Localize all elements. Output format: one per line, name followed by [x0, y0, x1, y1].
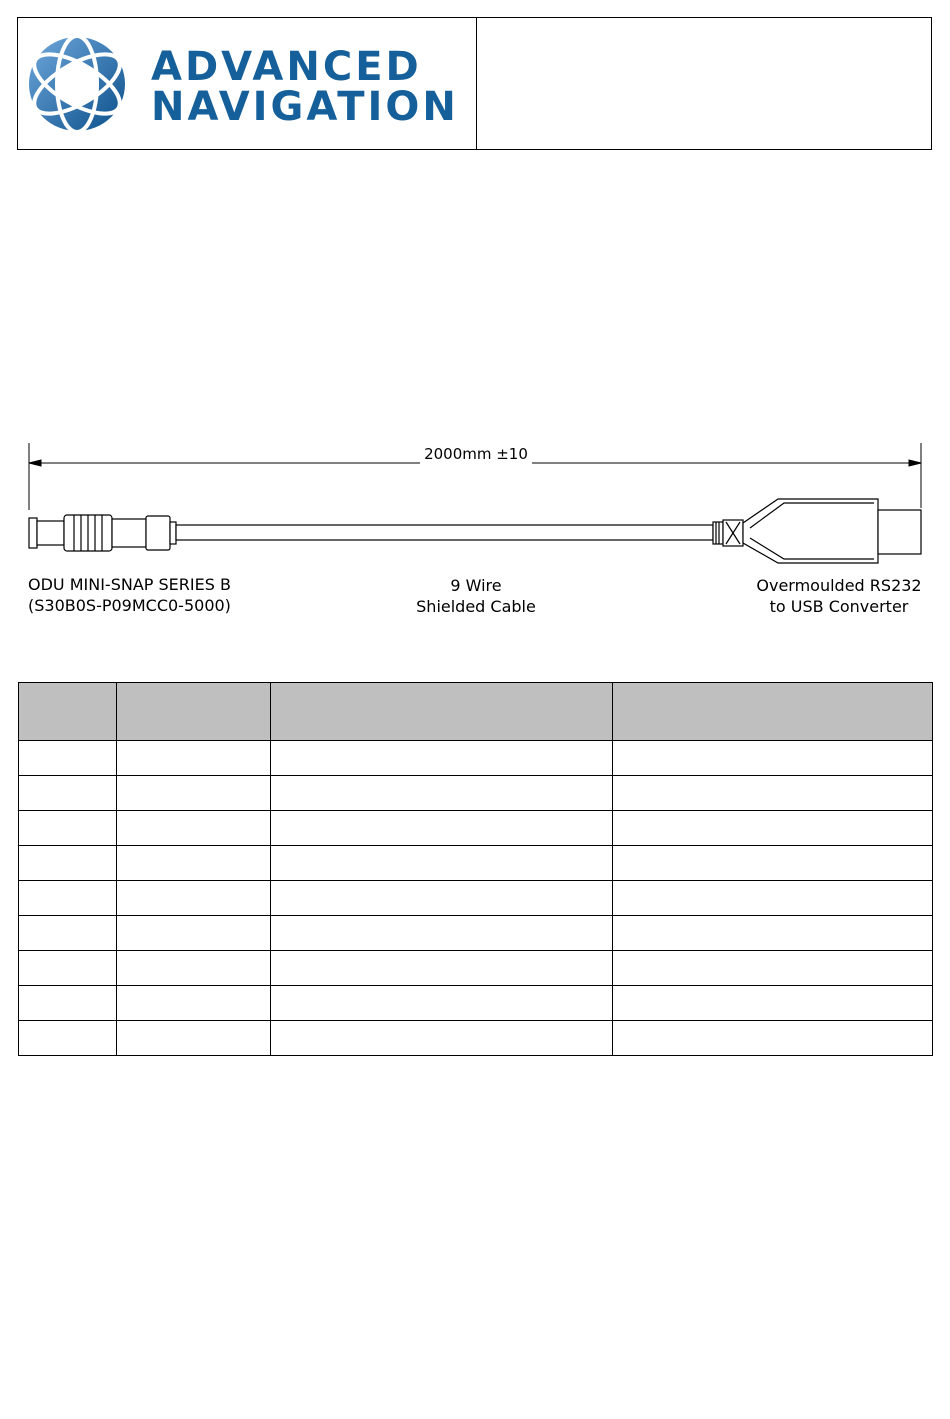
table-header-cell [116, 683, 270, 741]
table-cell [116, 881, 270, 916]
table-row [19, 986, 933, 1021]
logo-cell [18, 18, 477, 149]
table-cell [613, 986, 933, 1021]
table-cell [613, 846, 933, 881]
advanced-navigation-globe-logo-icon [22, 32, 132, 137]
table-cell [19, 951, 117, 986]
header-blank-cell [477, 18, 931, 149]
table-cell [613, 881, 933, 916]
table-cell [270, 916, 613, 951]
table-cell [19, 916, 117, 951]
table-header-cell [270, 683, 613, 741]
table-cell [19, 986, 117, 1021]
table-cell [270, 951, 613, 986]
shielded-cable [176, 525, 713, 540]
document-header [17, 17, 932, 150]
table-cell [613, 916, 933, 951]
table-row [19, 846, 933, 881]
table-cell [116, 1021, 270, 1056]
table-row [19, 881, 933, 916]
table-header-cell [19, 683, 117, 741]
table-cell [116, 916, 270, 951]
table-cell [270, 846, 613, 881]
converter-label-line1: Overmoulded RS232 [756, 576, 922, 595]
table-cell [270, 1021, 613, 1056]
table-cell [613, 811, 933, 846]
pinout-table [18, 682, 933, 1056]
table-cell [19, 881, 117, 916]
table-cell [19, 741, 117, 776]
table-cell [116, 741, 270, 776]
converter-label-line2: to USB Converter [769, 597, 909, 616]
table-cell [116, 776, 270, 811]
cable-label-line1: 9 Wire [450, 576, 502, 595]
table-row [19, 916, 933, 951]
table-cell [116, 811, 270, 846]
table-header-row [19, 683, 933, 741]
table-cell [270, 881, 613, 916]
table-cell [270, 741, 613, 776]
table-cell [116, 986, 270, 1021]
brand-name-line2: NAVIGATION [151, 84, 459, 130]
table-row [19, 776, 933, 811]
table-row [19, 811, 933, 846]
table-row [19, 1021, 933, 1056]
table-row [19, 741, 933, 776]
odu-label-line2: (S30B0S-P09MCC0-5000) [28, 596, 231, 615]
odu-label-line1: ODU MINI-SNAP SERIES B [28, 575, 231, 594]
table-cell [613, 951, 933, 986]
table-row [19, 951, 933, 986]
table-cell [613, 776, 933, 811]
table-cell [19, 1021, 117, 1056]
brand-name-line1: ADVANCED [151, 44, 422, 90]
table-cell [19, 846, 117, 881]
table-cell [270, 986, 613, 1021]
cable-drawing [0, 430, 950, 630]
table-cell [270, 776, 613, 811]
usb-converter [713, 499, 921, 563]
table-header-cell [613, 683, 933, 741]
table-cell [19, 776, 117, 811]
dimension-label: 2000mm ±10 [424, 445, 528, 463]
table-cell [613, 1021, 933, 1056]
table-cell [116, 846, 270, 881]
table-cell [116, 951, 270, 986]
cable-label-line2: Shielded Cable [416, 597, 536, 616]
odu-connector [29, 515, 176, 551]
table-cell [270, 811, 613, 846]
table-cell [613, 741, 933, 776]
table-cell [19, 811, 117, 846]
